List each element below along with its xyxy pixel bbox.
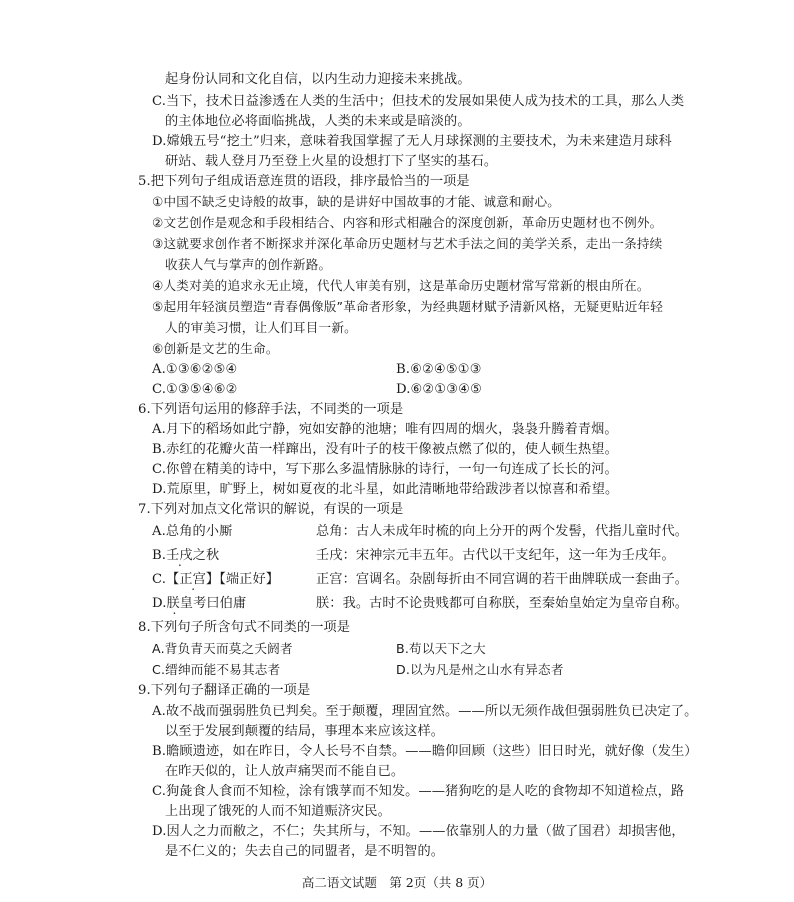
q8-option-c: C.缙绅而能不易其志者 [152,662,281,677]
q7-option-c-term [152,570,279,590]
dotted-term: 壬戌 [166,548,193,563]
q6-option-a: A.月下的稻场如此宁静，宛如安静的池塘；唯有四周的烟火，袅袅升腾着青烟。 [152,422,618,437]
option-letter: C.【 [152,572,180,587]
term-rest: 之秋 [192,548,220,563]
q9-option-c-cont: 上出现了饿死的人而不知道赈济灾民。 [165,804,391,819]
q7-option-a-explain: 总角：古人未成年时梳的向上分开的两个发髻，代指儿童时代。 [316,524,689,539]
q9-option-a: A.故不战而强弱胜负已判矣。至于颠覆，理固宜然。——所以无须作战但强弱胜负已决定了。 [152,704,698,719]
q8-option-d: D.以为凡是州之山水有异态者 [396,662,564,677]
q5-option-a: A.①③⑥②⑤④ [152,362,238,377]
sentence-4: ④人类对美的追求永无止境，代代人审美有别，这是革命历史题材常写常新的根由所在。 [152,278,650,293]
q9-option-b: B.瞻顾遗迹，如在昨日，令人长号不自禁。——瞻仰回顾（这些）旧日时光，就好像（发生） [152,744,698,759]
option-d: D.嫦娥五号“挖土”归来，意味着我国掌握了无人月球探测的主要技术，为未来建造月球科 [152,134,672,149]
q7-option-a-term: A.总角的小厮 [152,524,233,539]
q8-option-b: B.苟以天下之大 [396,641,486,656]
q7-option-c-explain: 正宫：宫调名。杂剧每折由不同宫调的若干曲牌联成一套曲子。 [316,572,689,587]
q6-option-b: B.赤红的花瓣火苗一样蹿出，没有叶子的枝干像被点燃了似的，使人顿生热望。 [152,442,618,457]
q7-option-b-term [152,546,219,566]
question-9: 9.下列句子翻译正确的一项是 [138,683,311,698]
text-line: 起身份认同和文化自信，以内生动力迎接未来挑战。 [165,72,471,87]
q9-option-c: C.狗彘食人食而不知检，涂有饿莩而不知发。——猪狗吃的是人吃的食物却不知道检点，路 [152,784,685,799]
dotted-term: 正宫 [179,572,206,587]
page-footer: 高二语文试题 第 2页（共 8 页） [301,875,493,890]
q6-option-c: C.你曾在精美的诗中，写下那么多温情脉脉的诗行，一句一句连成了长长的河。 [152,462,618,477]
q9-option-a-cont: 以至于发展到颠覆的结局，事理本来应该这样。 [165,724,445,739]
option-c: C.当下，技术日益渗透在人类的生活中；但技术的发展如果使人成为技术的工具，那么人类 [152,94,685,109]
sentence-3: ③这就要求创作者不断探求并深化革命历史题材与艺术手法之间的美学关系，走出一条持续 [152,236,663,251]
q9-option-d: D.因人之力而敝之，不仁；失其所与，不知。——依靠别人的力量（做了国君）却损害他， [152,824,685,839]
term-rest: 】【端正好】 [205,572,280,587]
text-line: 研站、载人登月乃至登上火星的设想打下了坚实的基石。 [165,154,498,169]
sentence-5: ⑤起用年轻演员塑造“青春偶像版”革命者形象，为经典题材赋予清新风格，无疑更贴近年轻 [152,299,664,314]
term-rest: 皇考曰伯庸 [179,596,247,611]
sentence-1: ①中国不缺乏史诗般的故事，缺的是讲好中国故事的才能、诚意和耐心。 [152,194,561,209]
sentence-3-cont: 收获人气与掌声的创作新路。 [165,257,332,272]
question-6: 6.下列语句运用的修辞手法，不同类的一项是 [138,402,404,417]
sentence-6: ⑥创新是文艺的生命。 [152,341,279,356]
question-8: 8.下列句子所含句式不同类的一项是 [138,620,351,635]
dotted-term: 朕 [166,596,180,611]
sentence-2: ②文艺创作是观念和手段相结合、内容和形式相融合的深度创新，革命历史题材也不例外。 [152,215,663,230]
q5-option-d: D.⑥②①③④⑤ [396,382,483,397]
q7-option-b-explain: 壬戌：宋神宗元丰五年。古代以干支纪年，这一年为壬戌年。 [316,548,675,563]
question-7: 7.下列对加点文化常识的解说，有误的一项是 [138,502,404,517]
q9-option-d-cont: 是不仁义的；失去自己的同盟者，是不明智的。 [165,844,445,859]
q5-option-b: B.⑥②④⑤①③ [396,362,482,377]
option-letter: B. [152,548,167,563]
q7-option-d-explain: 朕：我。古时不论贵贱都可自称朕，至秦始皇始定为皇帝自称。 [316,596,689,611]
question-5: 5.把下列句子组成语意连贯的语段，排序最恰当的一项是 [138,174,470,189]
q6-option-d: D.荒原里，旷野上，树如夏夜的北斗星，如此清晰地带给跋涉者以惊喜和希望。 [152,482,619,497]
sentence-5-cont: 人的审美习惯，让人们耳目一新。 [165,320,357,335]
option-letter: D. [152,596,167,611]
q9-option-b-cont: 在昨天似的，让人放声痛哭而不能自已。 [165,764,405,779]
text-line: 的主体地位必将面临挑战，人类的未来或是暗淡的。 [165,114,471,129]
q5-option-c: C.①③⑤④⑥② [152,382,238,397]
q8-option-a: A.背负青天而莫之夭阏者 [152,641,293,656]
q7-option-d-term [152,594,246,614]
